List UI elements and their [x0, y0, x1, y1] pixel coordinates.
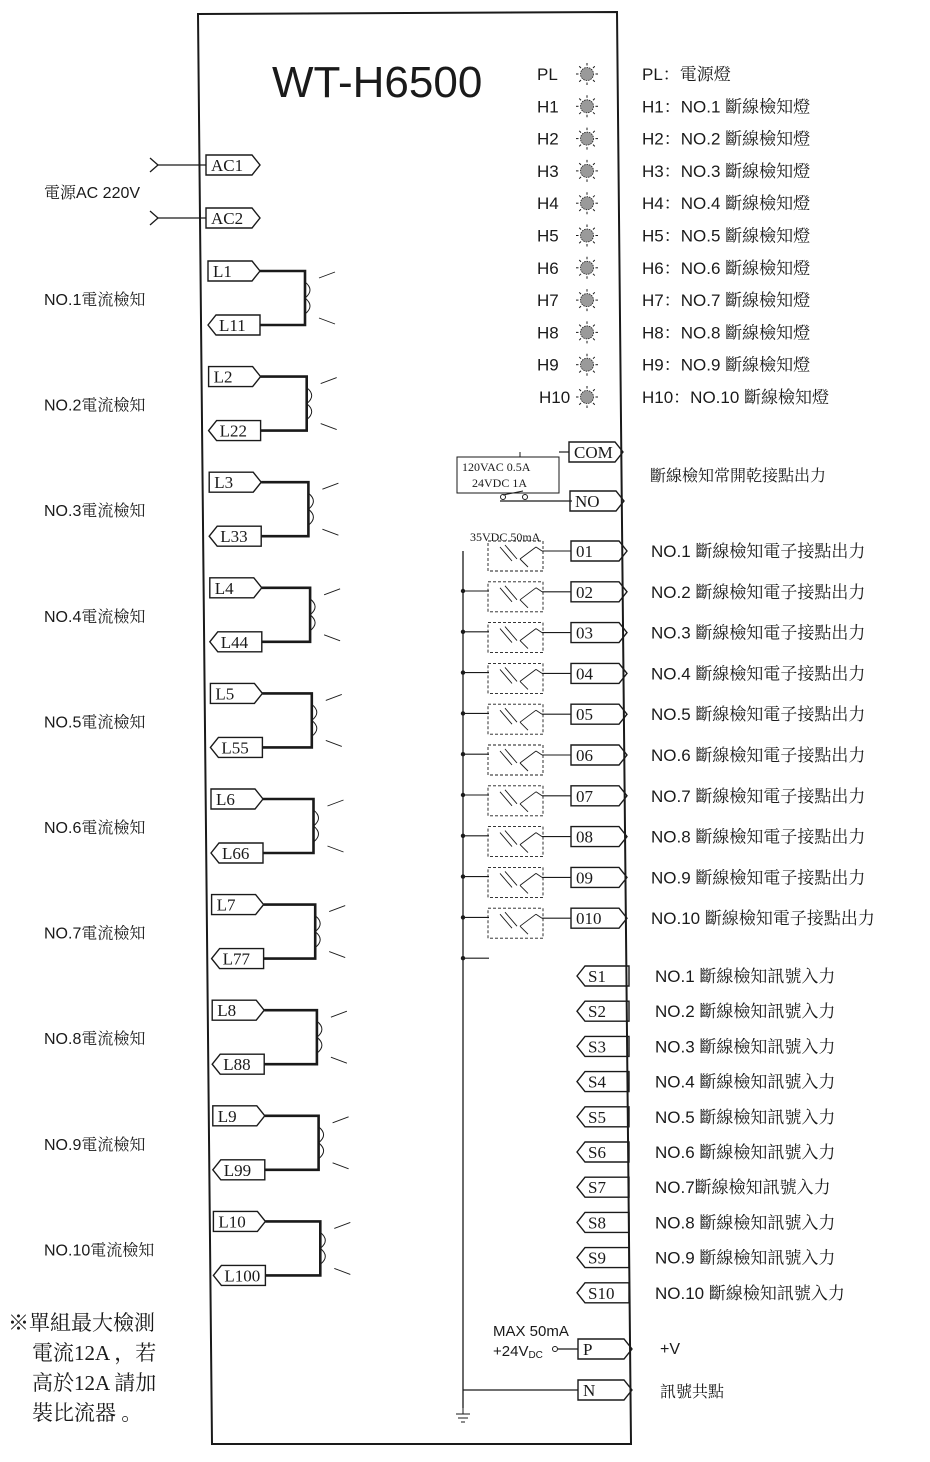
terminal-l8a: [212, 1000, 264, 1020]
signal-input-desc: NO.1 斷線檢知訊號入力: [655, 967, 836, 986]
power-label: 電源AC 220V: [44, 185, 141, 202]
terminal-l6b: [211, 843, 263, 863]
note-line-3: 高於12A 請加: [32, 1371, 157, 1395]
signal-input-desc: NO.2 斷線檢知訊號入力: [655, 1002, 836, 1022]
terminal-l1b-label: L11: [219, 316, 246, 335]
ct-label: NO.10電流檢知: [44, 1242, 155, 1260]
terminal-ac2-label: AC2: [211, 209, 244, 228]
optocoupler-icon: [488, 908, 543, 938]
ct-loop-wire: [265, 1221, 320, 1275]
terminal-l1a-label: L1: [213, 262, 232, 281]
terminal-l4b-label: L44: [220, 632, 249, 652]
signal-input-2: [577, 1001, 835, 1021]
relay-rating-2: 24VDC 1A: [472, 476, 528, 490]
ct-inputs: [44, 261, 350, 1285]
transistor-output-desc: NO.2 斷線檢知電子接點出力: [651, 582, 866, 602]
indicator-code: H3: [537, 161, 559, 181]
indicator-desc: H10：NO.10 斷線檢知燈: [642, 388, 830, 407]
transistor-output-10: [461, 908, 875, 960]
terminal-ac1-label: AC1: [211, 156, 244, 175]
signal-input-desc: NO.6 斷線檢知訊號入力: [655, 1143, 836, 1162]
terminal-l10a-label: L10: [218, 1212, 246, 1232]
supply-p-desc: +V: [660, 1341, 681, 1358]
terminal-ac1: [206, 155, 260, 175]
indicator-h7: [537, 289, 810, 311]
terminal-s7: [577, 1177, 629, 1197]
transistor-output-desc: NO.1 斷線檢知電子接點出力: [651, 542, 866, 561]
ct-input-4: [44, 578, 340, 652]
signal-input-6: [577, 1142, 835, 1162]
signal-input-desc: NO.8 斷線檢知訊號入力: [655, 1213, 836, 1233]
terminal-l4a: [210, 578, 262, 598]
note-line-1: ※單組最大檢測: [8, 1311, 155, 1335]
indicator-desc: H7：NO.7 斷線檢知燈: [642, 291, 811, 311]
signal-input-1: [577, 966, 835, 986]
transistor-output-desc: NO.3 斷線檢知電子接點出力: [651, 623, 866, 643]
indicator-h4: [537, 192, 810, 214]
indicator-code: H8: [537, 323, 559, 343]
indicator-desc: H6：NO.6 斷線檢知燈: [642, 258, 811, 278]
indicator-h3: [537, 160, 810, 182]
terminal-o8-label: 08: [576, 827, 593, 847]
led-icon: [576, 225, 598, 247]
terminal-l4b: [210, 632, 262, 652]
terminal-com: [569, 442, 623, 462]
indicator-code: PL: [537, 65, 558, 84]
ct-coil-icon: [305, 272, 335, 324]
terminal-no: [570, 491, 624, 511]
terminal-s2-label: S2: [588, 1002, 606, 1022]
terminal-o1-label: 01: [576, 542, 593, 561]
led-icon: [576, 354, 598, 376]
note: [8, 1311, 156, 1425]
indicator-code: H5: [537, 226, 559, 246]
terminal-s6: [577, 1142, 629, 1162]
ct-label: NO.7電流檢知: [44, 925, 146, 943]
signal-input-4: [577, 1072, 835, 1092]
transistor-output-desc: NO.6 斷線檢知電子接點出力: [651, 746, 866, 765]
indicator-desc: H4：NO.4 斷線檢知燈: [642, 194, 811, 214]
ct-loop-wire: [262, 588, 310, 642]
terminal-no-label: NO: [575, 492, 600, 511]
signal-input-desc: NO.9 斷線檢知訊號入力: [655, 1248, 836, 1268]
signal-input-desc: NO.7斷線檢知訊號入力: [655, 1178, 831, 1198]
transistor-outputs: [461, 541, 875, 960]
optocoupler-icon: [488, 623, 543, 653]
optocoupler-icon: [488, 867, 543, 897]
terminal-o4: [571, 663, 627, 683]
terminal-l3a: [209, 472, 261, 492]
supply-voltage: +24VDC: [493, 1343, 543, 1361]
ct-input-5: [44, 683, 342, 757]
ct-label: NO.1電流檢知: [44, 292, 146, 309]
terminal-l2a-label: L2: [213, 367, 233, 387]
optocoupler-icon: [488, 827, 543, 857]
ct-loop-wire: [265, 1116, 319, 1170]
indicator-desc: H9：NO.9 斷線檢知燈: [642, 355, 811, 375]
ct-coil-icon: [314, 800, 344, 852]
ct-coil-icon: [312, 694, 342, 746]
optocoupler-icon: [488, 704, 543, 734]
terminal-l2b: [209, 421, 261, 441]
indicator-code: H4: [537, 194, 559, 214]
terminal-o7: [571, 786, 627, 806]
signal-input-desc: NO.5 斷線檢知訊號入力: [655, 1107, 836, 1127]
terminal-l5b-label: L55: [221, 738, 249, 758]
ct-loop-wire: [262, 693, 311, 747]
transistor-output-desc: NO.5 斷線檢知電子接點出力: [651, 705, 866, 725]
terminal-s5: [577, 1107, 629, 1127]
terminal-l10b: [213, 1265, 265, 1285]
signal-input-3: [577, 1036, 835, 1056]
indicator-desc: PL：電源燈: [642, 65, 731, 84]
indicator-desc: H8：NO.8 斷線檢知燈: [642, 323, 811, 343]
terminal-l10b-label: L100: [224, 1266, 261, 1286]
ct-coil-icon: [315, 906, 345, 958]
optocoupler-icon: [488, 582, 543, 612]
terminal-s9-label: S9: [588, 1248, 606, 1268]
terminal-l6a: [211, 789, 263, 809]
optocoupler-icon: [488, 786, 543, 816]
terminal-s1: [577, 966, 629, 986]
terminal-s9: [577, 1248, 629, 1268]
signal-input-5: [577, 1107, 835, 1127]
signal-input-9: [577, 1248, 835, 1268]
ct-coil-icon: [310, 589, 340, 641]
ct-label: NO.6電流檢知: [44, 820, 146, 837]
terminal-l9b-label: L99: [223, 1160, 252, 1180]
indicator-code: H9: [537, 355, 559, 375]
terminal-ac2: [206, 208, 260, 228]
terminal-l7b: [212, 949, 264, 969]
terminal-o7-label: 07: [576, 786, 593, 806]
terminal-s1-label: S1: [588, 967, 606, 986]
terminal-s8-label: S8: [588, 1213, 606, 1233]
ct-coil-icon: [308, 483, 338, 535]
supply-max: MAX 50mA: [493, 1323, 569, 1340]
terminal-l7b-label: L77: [222, 949, 250, 969]
indicator-h9: [537, 354, 810, 376]
transistor-output-desc: NO.8 斷線檢知電子接點出力: [651, 827, 866, 847]
led-icon: [576, 289, 598, 311]
relay-rating-1: 120VAC 0.5A: [462, 460, 531, 474]
terminal-p-label: P: [583, 1340, 593, 1359]
signal-input-desc: NO.4 斷線檢知訊號入力: [655, 1072, 836, 1092]
signal-input-7: [577, 1177, 831, 1197]
terminal-l4a-label: L4: [214, 578, 234, 598]
terminal-l7a: [212, 895, 264, 915]
terminal-l5a-label: L5: [215, 684, 235, 704]
signal-input-10: [577, 1283, 845, 1303]
terminal-s7-label: S7: [588, 1178, 606, 1198]
indicator-h6: [537, 257, 810, 279]
terminal-l5b: [210, 737, 262, 757]
optocoupler-icon: [488, 541, 543, 571]
signal-input-desc: NO.10 斷線檢知訊號入力: [655, 1283, 845, 1303]
terminal-l8b-label: L88: [223, 1055, 251, 1075]
indicator-h2: [537, 128, 810, 150]
terminal-s10: [577, 1283, 629, 1303]
terminal-l1b: [208, 315, 260, 335]
terminal-l9a-label: L9: [217, 1106, 237, 1126]
terminal-s3-label: S3: [588, 1037, 606, 1057]
signal-inputs: [577, 966, 845, 1303]
indicator-list: [537, 63, 829, 408]
ct-coil-icon: [319, 1117, 349, 1169]
terminal-p: [578, 1339, 632, 1359]
terminal-n: [578, 1380, 632, 1400]
indicator-code: H6: [537, 258, 559, 278]
indicator-h8: [537, 321, 810, 343]
indicator-desc: H5：NO.5 斷線檢知燈: [642, 226, 811, 246]
indicator-desc: H1：NO.1 斷線檢知燈: [642, 97, 811, 117]
terminal-l2a: [209, 367, 261, 387]
terminal-o2-label: 02: [576, 582, 593, 602]
terminal-o4-label: 04: [576, 664, 593, 684]
terminal-o8: [571, 827, 627, 847]
note-line-2: 電流12A ，若: [32, 1341, 157, 1365]
terminal-l5a: [210, 683, 262, 703]
terminal-l9b: [213, 1160, 265, 1180]
terminal-s10-label: S10: [588, 1283, 615, 1303]
terminal-o9: [571, 867, 627, 887]
ct-label: NO.5電流檢知: [44, 714, 146, 732]
power-section: [44, 155, 260, 228]
led-icon: [576, 128, 598, 150]
led-icon: [576, 160, 598, 182]
transistor-output-desc: NO.9 斷線檢知電子接點出力: [651, 868, 866, 888]
led-icon: [576, 192, 598, 214]
signal-input-desc: NO.3 斷線檢知訊號入力: [655, 1037, 836, 1057]
terminal-l3b-label: L33: [220, 527, 248, 547]
model-title: WT-H6500: [272, 58, 483, 107]
terminal-s4-label: S4: [588, 1072, 606, 1092]
terminal-o6-label: 06: [576, 746, 593, 765]
terminal-l8a-label: L8: [217, 1001, 237, 1021]
indicator-code: H1: [537, 97, 559, 117]
terminal-o10-label: 010: [576, 909, 602, 929]
ct-label: NO.3電流檢知: [44, 503, 146, 521]
optocoupler-icon: [488, 663, 543, 693]
ct-loop-wire: [263, 799, 314, 853]
transistor-output-desc: NO.10 斷線檢知電子接點出力: [651, 909, 875, 929]
led-icon: [576, 386, 598, 408]
ct-input-1: [44, 261, 335, 335]
relay-desc: 斷線檢知常開乾接點出力: [650, 468, 827, 485]
terminal-s8: [577, 1212, 629, 1232]
ct-input-3: [44, 472, 338, 546]
terminal-l6a-label: L6: [216, 790, 235, 809]
terminal-l1a: [208, 261, 260, 281]
ct-loop-wire: [264, 1010, 317, 1064]
supply-dot: [553, 1347, 558, 1352]
ct-label: NO.9電流檢知: [44, 1136, 146, 1154]
transistor-rating: 35VDC 50mA: [470, 530, 541, 544]
ct-input-10: [44, 1211, 350, 1285]
ct-loop-wire: [261, 377, 307, 431]
signal-input-8: [577, 1212, 835, 1232]
supply-n-desc: 訊號共點: [660, 1384, 725, 1401]
terminal-o2: [571, 582, 627, 602]
terminal-l2b-label: L22: [219, 421, 247, 441]
ct-label: NO.2電流檢知: [44, 397, 146, 415]
indicator-desc: H2：NO.2 斷線檢知燈: [642, 129, 811, 149]
relay-section: [457, 442, 826, 511]
indicator-code: H2: [537, 129, 559, 149]
ct-input-7: [44, 895, 345, 969]
led-icon: [576, 257, 598, 279]
terminal-o3-label: 03: [576, 623, 593, 643]
indicator-desc: H3：NO.3 斷線檢知燈: [642, 161, 811, 181]
ct-input-9: [44, 1106, 349, 1180]
terminal-l3b: [209, 526, 261, 546]
terminal-l3a-label: L3: [214, 473, 234, 493]
ct-coil-icon: [320, 1222, 350, 1274]
ct-input-8: [44, 1000, 347, 1074]
terminal-com-label: COM: [574, 443, 613, 462]
indicator-code: H10: [539, 388, 571, 407]
transistor-output-desc: NO.7 斷線檢知電子接點出力: [651, 786, 866, 806]
terminal-l10a: [213, 1211, 265, 1231]
ct-loop-wire: [261, 482, 308, 536]
terminal-s2: [577, 1001, 629, 1021]
terminal-o5-label: 05: [576, 705, 593, 725]
terminal-o3: [571, 623, 627, 643]
optocoupler-icon: [488, 745, 543, 775]
terminal-s3: [577, 1036, 629, 1056]
terminal-l9a: [213, 1106, 265, 1126]
ct-loop-wire: [264, 905, 316, 959]
supply-section: [456, 1323, 724, 1422]
indicator-h1: [537, 95, 810, 117]
terminal-o6: [571, 745, 627, 765]
terminal-o10: [571, 908, 627, 928]
terminal-o9-label: 09: [576, 868, 593, 888]
indicator-h5: [537, 225, 810, 247]
terminal-l8b: [212, 1054, 264, 1074]
indicator-code: H7: [537, 291, 559, 311]
terminal-s5-label: S5: [588, 1107, 606, 1127]
terminal-l7a-label: L7: [216, 895, 236, 915]
indicator-pl: [537, 63, 731, 85]
module-body: [198, 12, 631, 1444]
ct-input-6: [44, 789, 344, 863]
terminal-l6b-label: L66: [222, 844, 250, 863]
led-icon: [576, 63, 598, 85]
led-icon: [576, 95, 598, 117]
ct-coil-icon: [317, 1011, 347, 1063]
ct-coil-icon: [307, 378, 337, 430]
transistor-output-desc: NO.4 斷線檢知電子接點出力: [651, 664, 866, 684]
terminal-o5: [571, 704, 627, 724]
terminal-o1: [571, 541, 627, 561]
ct-loop-wire: [260, 271, 305, 325]
indicator-h10: [539, 386, 829, 408]
note-line-4: 裝比流器 。: [32, 1401, 143, 1425]
ct-label: NO.8電流檢知: [44, 1031, 146, 1049]
terminal-s4: [577, 1072, 629, 1092]
terminal-s6-label: S6: [588, 1143, 606, 1162]
led-icon: [576, 321, 598, 343]
ground-icon: [456, 1408, 470, 1422]
ct-input-2: [44, 367, 337, 441]
terminal-n-label: N: [583, 1381, 596, 1400]
ct-label: NO.4電流檢知: [44, 608, 146, 626]
